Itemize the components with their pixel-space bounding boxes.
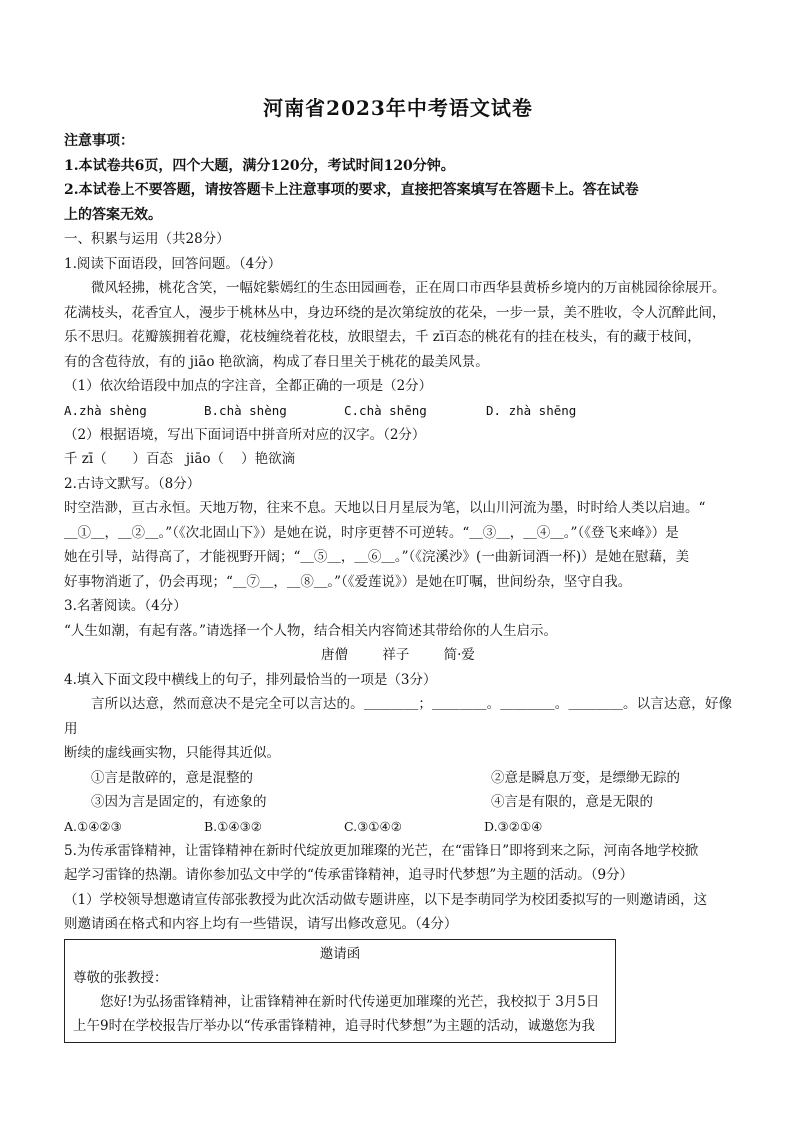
- q4-sentences-row-2: [64, 790, 732, 815]
- q1-sub-1: （1）依次给语段中加点的字注音，全都正确的一项是（2分）: [64, 378, 433, 394]
- notice-item-2b: 上的答案无效。: [64, 206, 162, 223]
- q1-passage-line-1: 微风轻拂，桃花含笑，一幅姹紫嫣红的生态田园画卷，正在周口市西华县黄桥乡境内的万亩桃园徐徐展开。: [91, 280, 726, 296]
- q4-option-c: C.③①④②: [344, 818, 402, 834]
- q4-sentence-4: ④言是有限的，意是无限的: [491, 794, 653, 810]
- notice-heading: 注意事项：: [64, 133, 134, 149]
- q2-line-2: ＿①＿，＿②＿。”（《次北固山下》）是她在说，时序更替不可逆转。“＿③＿，＿④＿。”（《登飞来峰》）是: [64, 524, 679, 541]
- q2-line-4: 好事物消逝了，仍会再现；“＿⑦＿，＿⑧＿。”（《爱莲说》）是她在叮嘱，世间纷杂，坚守自我。: [64, 573, 632, 590]
- q1-option-b: B.chà shèng: [204, 402, 287, 418]
- q1-option-d: D. zhà shēng: [486, 402, 577, 418]
- q1-option-a: A.zhà shèng: [64, 402, 147, 418]
- q1-sub-2: （2）根据语境，写出下面词语中拼音所对应的汉字。（2分）: [64, 426, 426, 443]
- q3-character-3: 简·爱: [443, 647, 475, 663]
- q4-sentence-3: ③因为言是固定的，有迹象的: [91, 794, 267, 810]
- q4-sentence-2: ②意是瞬息万变，是缥缈无踪的: [491, 769, 680, 786]
- invitation-salutation: 尊敬的张教授：: [73, 969, 168, 986]
- invitation-heading: 邀请函: [319, 945, 361, 962]
- q4-option-b: B.①④③②: [204, 818, 262, 834]
- q1-options: [64, 399, 732, 423]
- page-title: 河南省2023年中考语文试卷: [263, 96, 533, 120]
- q2-stem: 2.古诗文默写。（8分）: [64, 475, 201, 492]
- q2-line-1: 时空浩渺，亘古永恒。天地万物，往来不息。天地以日月星辰为笔，以山川河流为墨，时时给人类以启迪。“: [64, 500, 706, 516]
- q4-options: [64, 815, 732, 839]
- q4-passage-line-2: 断续的虚线画实物，只能得其近似。: [64, 745, 280, 761]
- q3-stem: 3.名著阅读。（4分）: [64, 598, 187, 614]
- q4-sentence-1: ①言是散碎的，意是混整的: [91, 769, 253, 786]
- q3-character-2: 祥子: [382, 647, 410, 663]
- q5-stem-1: 5.为传承雷锋精神，让雷锋精神在新时代绽放更加璀璨的光芒，在“雷锋日”即将到来之际，河南各地学校掀: [64, 842, 699, 859]
- q1-stem: 1.阅读下面语段，回答问题。（4分）: [64, 255, 282, 272]
- q4-option-a: A.①④②③: [64, 818, 122, 834]
- q5-sub-1a: （1）学校领导想邀请宣传部张教授为此次活动做专题讲座，以下是李萌同学为校团委拟写的一则邀请函，这: [64, 891, 708, 908]
- q1-fill-blanks: 千 zī（ ）百态 jiāo（ ）艳欲滴: [64, 451, 296, 467]
- q4-sentences-row-1: [64, 766, 732, 791]
- q1-option-c: C.chà shēng: [344, 402, 427, 418]
- exam-page: [64, 92, 732, 1043]
- notice-item-2a: 2.本试卷上不要答题，请按答题卡上注意事项的要求，直接把答案填写在答题卡上。答在试卷: [64, 182, 639, 198]
- invitation-body-1: 您好!为弘扬雷锋精神，让雷锋精神在新时代传递更加璀璨的光芒，我校拟于 3月5日: [100, 993, 600, 1010]
- q4-stem: 4.填入下面文段中横线上的句子，排列最恰当的一项是（3分）: [64, 671, 437, 688]
- section-1-heading: 一、积累与运用（共28分）: [64, 231, 230, 247]
- invitation-letter-box: [64, 939, 616, 1043]
- invitation-body-2: 上午9时在学校报告厅举办以“传承雷锋精神，追寻时代梦想”为主题的活动，诚邀您为我: [73, 1017, 595, 1034]
- q3-character-1: 唐僧: [321, 647, 349, 663]
- q5-stem-2: 起学习雷锋的热潮。请你参加弘文中学的“传承雷锋精神，追寻时代梦想”为主题的活动。（9分）: [64, 867, 634, 883]
- q2-line-3: 她在引导，站得高了，才能视野开阔；“＿⑤＿，＿⑥＿。”（《浣溪沙》(一曲新词酒一杯)）是她在慰藉，美: [64, 549, 690, 565]
- notice-item-1: 1.本试卷共6页，四个大题，满分120分，考试时间120分钟。: [64, 157, 455, 174]
- q4-option-d: D.③②①④: [484, 818, 543, 834]
- q5-sub-1b: 则邀请函在格式和内容上均有一些错误，请写出修改意见。（4分）: [64, 916, 458, 932]
- q1-passage-line-4: 有的含苞待放，有的 jiāo 艳欲滴，构成了春日里关于桃花的最美风景。: [64, 353, 489, 370]
- q1-passage-line-2: 花满枝头，花香宜人，漫步于桃林丛中，身边环绕的是次第绽放的花朵，一步一景，美不胜收，令人沉醉此间，: [64, 304, 726, 321]
- q3-character-list: [64, 643, 732, 668]
- q3-line-1: “人生如潮，有起有落。”请选择一个人物，结合相关内容简述其带给你的人生启示。: [64, 622, 558, 639]
- q4-passage-line-1: 言所以达意，然而意决不是完全可以言达的。＿＿＿＿；＿＿＿＿。＿＿＿＿。＿＿＿＿。以言达意，好像用: [64, 696, 732, 737]
- q1-passage-line-3: 乐不思归。花瓣簇拥着花瓣，花枝缠绕着花枝，放眼望去，千 zī百态的桃花有的挂在枝头，有的藏于枝间，: [64, 329, 701, 345]
